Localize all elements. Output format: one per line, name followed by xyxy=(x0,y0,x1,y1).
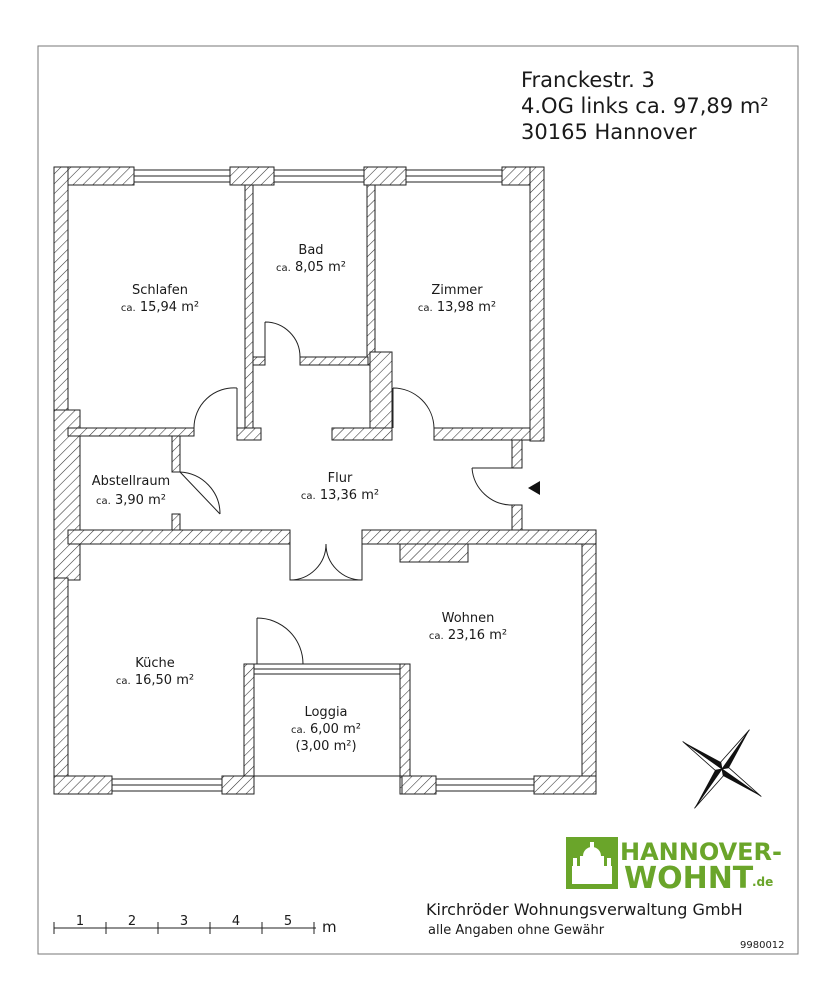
room-name-abstellraum: Abstellraum xyxy=(91,474,171,489)
address-city: 30165 Hannover xyxy=(521,120,697,144)
wall-kueche-right xyxy=(244,664,254,794)
disclaimer: alle Angaben ohne Gewähr xyxy=(428,923,605,938)
door-abstellraum xyxy=(180,472,220,514)
wall-bad-zimmer xyxy=(367,185,375,365)
scale-tick-4: 4 xyxy=(231,914,241,929)
room-name-schlafen: Schlafen xyxy=(131,283,189,298)
room-area-flur: ca. 13,36 m² xyxy=(300,488,380,503)
scale-tick-3: 3 xyxy=(179,914,189,929)
room-name-bad: Bad xyxy=(298,243,324,258)
door-loggia xyxy=(257,618,303,664)
wall-bottom-3 xyxy=(402,776,436,794)
room-name-flur: Flur xyxy=(327,471,353,486)
wall-wohnen-right xyxy=(582,530,596,794)
wall-bottom-4 xyxy=(534,776,596,794)
logo-line2: WOHNT xyxy=(624,861,754,896)
wall-schlafen-stub xyxy=(237,428,261,440)
wall-bottom-1 xyxy=(54,776,112,794)
door-kueche-left xyxy=(290,544,326,580)
scale-tick-1: 1 xyxy=(75,914,85,929)
wall-zimmer-bottom-left xyxy=(332,428,392,440)
wall-schlafen-bottom xyxy=(68,428,194,436)
room-labels xyxy=(92,243,507,754)
scale-unit: m xyxy=(322,918,337,936)
address-street: Franckestr. 3 xyxy=(521,68,655,92)
room-area-zimmer: ca. 13,98 m² xyxy=(417,300,497,315)
room-name-zimmer: Zimmer xyxy=(431,283,483,298)
room-area-loggia-extra: (3,00 m²) xyxy=(295,739,357,754)
wall-top-3 xyxy=(364,167,406,185)
wall-bad-stub xyxy=(253,357,265,365)
door-entrance xyxy=(472,468,512,505)
wall-top-2 xyxy=(230,167,274,185)
door-zimmer xyxy=(393,388,434,428)
room-name-loggia: Loggia xyxy=(304,705,348,720)
hannover-wohnt-logo xyxy=(566,837,782,896)
wall-loggia-right xyxy=(400,664,410,794)
wall-schlafen-bad xyxy=(245,185,253,428)
room-area-wohnen: ca. 23,16 m² xyxy=(428,628,508,643)
room-area-bad: ca. 8,05 m² xyxy=(276,260,346,275)
door-bad xyxy=(265,322,300,357)
wall-bad-bottom xyxy=(300,357,368,365)
scale-labels xyxy=(76,914,292,929)
wall-flur-bottom-left xyxy=(68,530,290,544)
room-area-kueche: ca. 16,50 m² xyxy=(115,673,195,688)
room-area-abstellraum: ca. 3,90 m² xyxy=(96,493,166,508)
wall-zimmer-pillar xyxy=(370,352,392,440)
room-area-schlafen: ca. 15,94 m² xyxy=(120,300,200,315)
wall-right-upper xyxy=(530,167,544,441)
room-name-kueche: Küche xyxy=(135,656,175,671)
scale-tick-2: 2 xyxy=(127,914,137,929)
wall-bottom-2 xyxy=(222,776,254,794)
door-schlafen xyxy=(194,388,237,428)
wall-zimmer-bottom xyxy=(434,428,530,440)
entrance-arrow-icon xyxy=(528,481,540,495)
scale-tick-5: 5 xyxy=(283,914,293,929)
wall-flur-bottom-right xyxy=(362,530,596,544)
address-block xyxy=(521,68,769,144)
wall-right-door-top xyxy=(512,438,522,468)
address-floor: 4.OG links ca. 97,89 m² xyxy=(521,94,769,118)
room-name-wohnen: Wohnen xyxy=(441,611,495,626)
logo-tld: .de xyxy=(752,875,774,889)
company-name: Kirchröder Wohnungsverwaltung GmbH xyxy=(426,900,743,919)
compass-rose-icon xyxy=(655,702,789,836)
wall-left-lower xyxy=(54,578,68,794)
door-kueche-right xyxy=(326,544,362,580)
wall-wohnen-block xyxy=(400,544,468,562)
wall-abstell-right xyxy=(172,436,180,472)
document-code: 9980012 xyxy=(740,940,785,951)
room-area-loggia: ca. 6,00 m² xyxy=(291,722,361,737)
logo-line1: HANNOVER- xyxy=(620,838,782,866)
wall-left-upper xyxy=(54,167,68,412)
